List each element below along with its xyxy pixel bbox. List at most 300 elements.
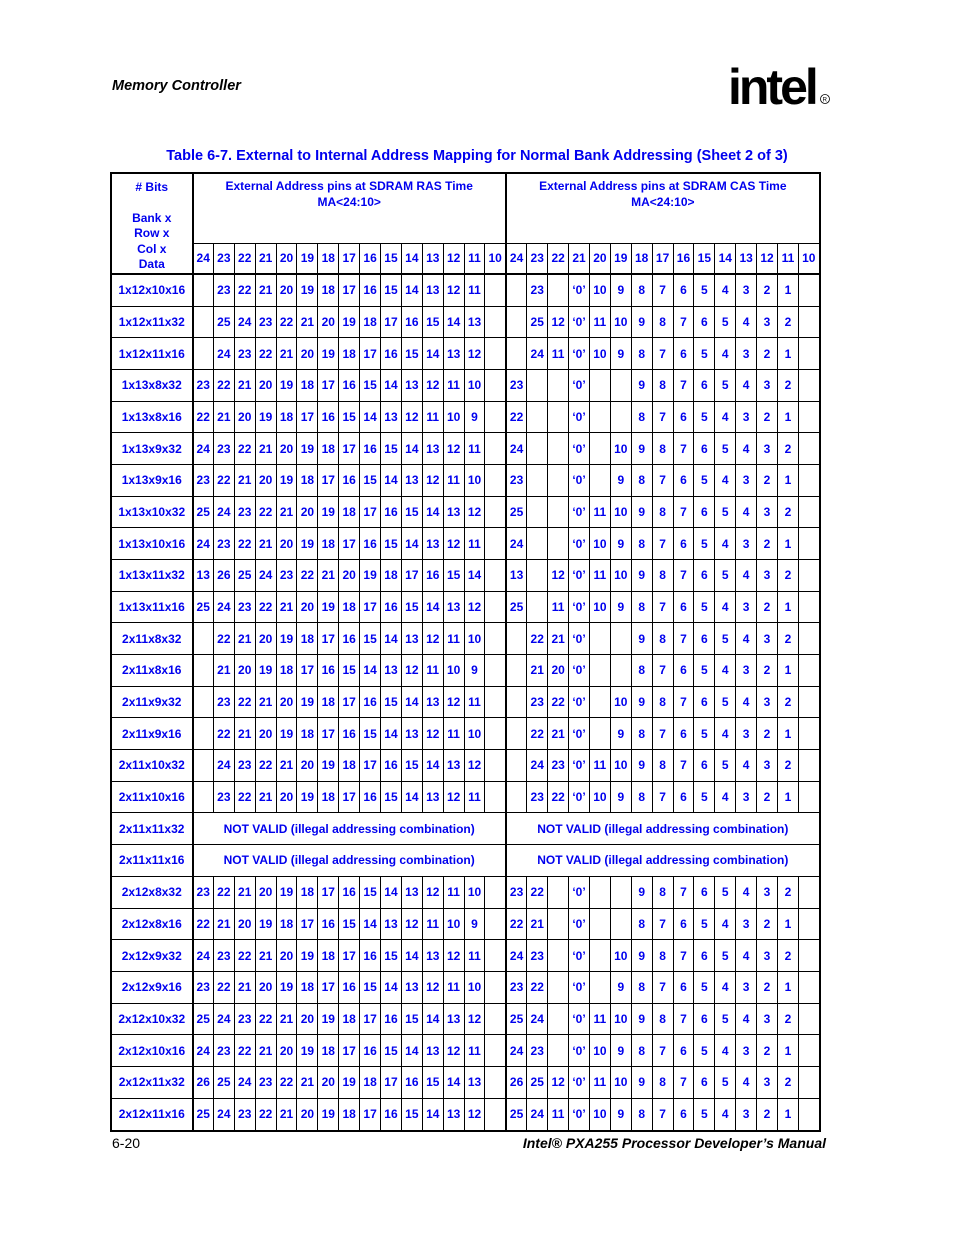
ras-cell: 20 <box>234 401 255 433</box>
cas-cell: 6 <box>694 306 715 338</box>
ras-cell: 16 <box>339 623 360 655</box>
ras-cell: 19 <box>318 496 339 528</box>
ras-cell: 12 <box>422 623 443 655</box>
config-name: 2x11x8x16 <box>112 655 193 687</box>
cas-cell: 5 <box>694 1035 715 1067</box>
cas-cell <box>798 718 819 750</box>
cas-cell: 8 <box>652 1003 673 1035</box>
table-row <box>112 845 820 877</box>
ras-cell: 17 <box>318 465 339 497</box>
cas-not-valid: NOT VALID (illegal addressing combination) <box>506 845 819 877</box>
ras-cell: 20 <box>255 971 276 1003</box>
ras-cell: 23 <box>213 781 234 813</box>
cas-cell <box>798 623 819 655</box>
ras-cell: 18 <box>318 528 339 560</box>
cas-cell: 24 <box>527 338 548 370</box>
ras-cell: 11 <box>464 528 485 560</box>
cas-cell <box>548 496 569 528</box>
ras-cell: 13 <box>422 686 443 718</box>
ras-pin-17: 17 <box>339 244 360 274</box>
ras-cell: 21 <box>297 306 318 338</box>
ras-cell: 25 <box>213 1066 234 1098</box>
ras-cell: 19 <box>318 338 339 370</box>
cas-cell: 4 <box>736 560 757 592</box>
ras-cell: 21 <box>213 908 234 940</box>
ras-cell: 23 <box>234 338 255 370</box>
cas-cell: 4 <box>715 718 736 750</box>
ras-cell: 24 <box>193 1035 214 1067</box>
ras-cell: 22 <box>276 306 297 338</box>
ras-cell: 17 <box>339 781 360 813</box>
cas-cell <box>589 465 610 497</box>
ras-cell: 13 <box>443 750 464 782</box>
table-row <box>112 623 820 655</box>
table-row <box>112 655 820 687</box>
cas-cell: ‘0’ <box>569 940 590 972</box>
table-row <box>112 401 820 433</box>
ras-pin-15: 15 <box>381 244 402 274</box>
cas-cell: 3 <box>757 876 778 908</box>
cas-cell: 9 <box>610 338 631 370</box>
ras-cell: 18 <box>360 1066 381 1098</box>
ras-cell: 11 <box>443 370 464 402</box>
ras-cell: 22 <box>276 1066 297 1098</box>
ras-cell: 15 <box>401 338 422 370</box>
cas-cell: 8 <box>631 274 652 307</box>
cas-cell: 1 <box>777 591 798 623</box>
ras-cell: 16 <box>381 591 402 623</box>
ras-cell: 14 <box>381 370 402 402</box>
cas-cell: 2 <box>757 1035 778 1067</box>
ras-cell: 23 <box>255 1066 276 1098</box>
cas-cell: 3 <box>757 940 778 972</box>
ras-cell: 24 <box>234 306 255 338</box>
ras-cell: 20 <box>255 465 276 497</box>
ras-cell: 16 <box>360 274 381 307</box>
cas-cell: 10 <box>610 1066 631 1098</box>
ras-cell: 19 <box>276 465 297 497</box>
cas-cell: 7 <box>652 655 673 687</box>
cas-cell <box>798 1066 819 1098</box>
cas-cell: 12 <box>548 1066 569 1098</box>
ras-pin-14: 14 <box>401 244 422 274</box>
cas-cell <box>527 560 548 592</box>
cas-cell: 11 <box>589 1003 610 1035</box>
ras-cell: 20 <box>234 655 255 687</box>
ras-cell: 20 <box>276 781 297 813</box>
cas-cell: 4 <box>736 750 757 782</box>
cas-pin-17: 17 <box>652 244 673 274</box>
cas-cell: 7 <box>652 1035 673 1067</box>
cas-cell: 10 <box>589 338 610 370</box>
ras-cell: 15 <box>422 306 443 338</box>
cas-cell <box>798 465 819 497</box>
table-title: Table 6-7. External to Internal Address Mapping for Normal Bank Addressing (Sheet 2 of 3) <box>166 148 788 164</box>
ras-cell: 17 <box>297 401 318 433</box>
ras-cell: 12 <box>422 370 443 402</box>
ras-cell: 14 <box>422 1098 443 1130</box>
ras-cell: 25 <box>193 591 214 623</box>
cas-cell: 3 <box>757 370 778 402</box>
ras-cell <box>485 401 506 433</box>
cas-cell: 6 <box>673 274 694 307</box>
ras-cell: 22 <box>255 1003 276 1035</box>
ras-cell: 19 <box>276 370 297 402</box>
cas-cell: 9 <box>631 686 652 718</box>
ras-cell: 17 <box>339 528 360 560</box>
cas-cell: 9 <box>610 718 631 750</box>
cas-cell: 5 <box>715 686 736 718</box>
cas-cell: 9 <box>631 306 652 338</box>
ras-cell: 21 <box>276 591 297 623</box>
cas-cell: 2 <box>777 306 798 338</box>
cas-cell: 5 <box>715 940 736 972</box>
cas-cell: 9 <box>610 465 631 497</box>
ras-cell: 25 <box>193 496 214 528</box>
cas-cell: 4 <box>736 370 757 402</box>
ras-cell: 19 <box>318 1003 339 1035</box>
config-name: 2x12x9x16 <box>112 971 193 1003</box>
cas-cell: 8 <box>631 338 652 370</box>
cas-cell <box>589 401 610 433</box>
ras-cell: 20 <box>276 274 297 307</box>
ras-cell: 11 <box>464 781 485 813</box>
ras-cell: 12 <box>401 908 422 940</box>
ras-cell: 14 <box>422 1003 443 1035</box>
table-row <box>112 750 820 782</box>
ras-group-header <box>193 174 506 244</box>
ras-cell: 18 <box>339 591 360 623</box>
ras-cell <box>193 655 214 687</box>
cas-cell: 22 <box>548 781 569 813</box>
cas-cell: 2 <box>757 401 778 433</box>
cas-cell: 2 <box>777 1003 798 1035</box>
cas-cell: 7 <box>673 370 694 402</box>
cas-cell <box>548 971 569 1003</box>
ras-cell: 17 <box>339 274 360 307</box>
cas-cell: 5 <box>694 971 715 1003</box>
cas-cell: 4 <box>736 1066 757 1098</box>
ras-cell: 16 <box>360 433 381 465</box>
cas-cell: 9 <box>631 370 652 402</box>
ras-cell: 22 <box>234 274 255 307</box>
cas-cell: 7 <box>652 718 673 750</box>
config-name: 2x12x8x16 <box>112 908 193 940</box>
cas-cell: 9 <box>610 781 631 813</box>
cas-cell: 22 <box>527 971 548 1003</box>
cas-cell: 6 <box>673 908 694 940</box>
cas-cell: 3 <box>736 1035 757 1067</box>
cas-cell <box>506 781 527 813</box>
ras-cell: 13 <box>443 338 464 370</box>
ras-cell: 17 <box>318 718 339 750</box>
ras-cell: 18 <box>318 1035 339 1067</box>
cas-cell: 6 <box>694 876 715 908</box>
ras-cell: 20 <box>255 623 276 655</box>
cas-cell: 2 <box>757 1098 778 1130</box>
ras-cell: 15 <box>339 401 360 433</box>
ras-cell: 17 <box>381 1066 402 1098</box>
cas-cell: 9 <box>631 940 652 972</box>
ras-cell: 23 <box>193 876 214 908</box>
cas-pin-12: 12 <box>757 244 778 274</box>
cas-cell: 4 <box>715 655 736 687</box>
cas-cell <box>527 433 548 465</box>
ras-cell: 24 <box>255 560 276 592</box>
table-row <box>112 433 820 465</box>
ras-cell: 11 <box>464 433 485 465</box>
ras-cell <box>485 1003 506 1035</box>
ras-cell <box>485 781 506 813</box>
cas-cell: 2 <box>777 370 798 402</box>
ras-cell: 14 <box>401 433 422 465</box>
cas-cell: 6 <box>694 1003 715 1035</box>
cas-cell: 2 <box>757 971 778 1003</box>
ras-cell <box>485 971 506 1003</box>
table-row <box>112 813 820 845</box>
ras-cell: 14 <box>401 528 422 560</box>
cas-cell: 5 <box>715 433 736 465</box>
ras-cell: 17 <box>360 750 381 782</box>
ras-cell: 16 <box>381 496 402 528</box>
ras-cell: 14 <box>381 718 402 750</box>
cas-cell: 2 <box>757 655 778 687</box>
cas-cell: 24 <box>506 433 527 465</box>
cas-cell: 6 <box>694 750 715 782</box>
ras-pin-22: 22 <box>234 244 255 274</box>
ras-cell: 18 <box>318 274 339 307</box>
cas-cell <box>548 401 569 433</box>
ras-cell <box>193 686 214 718</box>
cas-cell: 4 <box>736 306 757 338</box>
cas-cell: 9 <box>631 623 652 655</box>
cas-cell: 10 <box>589 591 610 623</box>
ras-cell: 23 <box>213 686 234 718</box>
cas-cell: 6 <box>673 781 694 813</box>
cas-cell <box>527 465 548 497</box>
ras-cell: 16 <box>339 718 360 750</box>
ras-cell: 14 <box>422 496 443 528</box>
cas-cell: 4 <box>736 496 757 528</box>
cas-cell: 4 <box>736 1003 757 1035</box>
ras-cell: 15 <box>339 655 360 687</box>
bits-column-header <box>112 174 193 274</box>
ras-cell: 24 <box>193 528 214 560</box>
cas-cell: 6 <box>694 623 715 655</box>
cas-cell: 7 <box>673 560 694 592</box>
ras-pin-10: 10 <box>485 244 506 274</box>
cas-cell: 7 <box>673 433 694 465</box>
cas-cell <box>798 876 819 908</box>
ras-cell: 22 <box>234 433 255 465</box>
ras-pin-20: 20 <box>276 244 297 274</box>
cas-cell: 8 <box>631 718 652 750</box>
cas-cell: ‘0’ <box>569 591 590 623</box>
ras-cell: 12 <box>464 750 485 782</box>
cas-cell <box>798 306 819 338</box>
ras-cell: 12 <box>464 1098 485 1130</box>
cas-cell: 2 <box>777 876 798 908</box>
cas-cell: 9 <box>610 528 631 560</box>
config-name: 2x11x10x16 <box>112 781 193 813</box>
ras-cell: 13 <box>401 623 422 655</box>
ras-cell: 13 <box>401 370 422 402</box>
ras-cell: 10 <box>443 401 464 433</box>
ras-cell: 16 <box>381 338 402 370</box>
config-name: 2x11x9x16 <box>112 718 193 750</box>
cas-cell: 4 <box>736 876 757 908</box>
cas-cell <box>548 876 569 908</box>
ras-not-valid: NOT VALID (illegal addressing combination) <box>193 813 506 845</box>
ras-cell: 19 <box>255 655 276 687</box>
cas-cell: ‘0’ <box>569 465 590 497</box>
ras-cell: 23 <box>255 306 276 338</box>
cas-cell: 2 <box>757 338 778 370</box>
ras-cell: 15 <box>381 1035 402 1067</box>
cas-cell: 11 <box>589 750 610 782</box>
cas-cell <box>589 370 610 402</box>
cas-pin-20: 20 <box>589 244 610 274</box>
cas-cell: 9 <box>631 433 652 465</box>
cas-cell <box>548 528 569 560</box>
cas-cell: 3 <box>736 274 757 307</box>
config-name: 1x12x11x32 <box>112 306 193 338</box>
cas-cell: 7 <box>673 1066 694 1098</box>
cas-cell: 2 <box>777 686 798 718</box>
ras-cell: 18 <box>339 1003 360 1035</box>
ras-cell <box>485 306 506 338</box>
cas-cell: 4 <box>715 338 736 370</box>
cas-cell: 6 <box>694 560 715 592</box>
cas-cell: 9 <box>631 750 652 782</box>
cas-cell: 6 <box>673 718 694 750</box>
ras-cell: 9 <box>464 401 485 433</box>
ras-cell: 13 <box>422 1035 443 1067</box>
cas-cell: 2 <box>757 781 778 813</box>
ras-cell <box>485 908 506 940</box>
cas-cell: 23 <box>548 750 569 782</box>
cas-cell: 3 <box>757 433 778 465</box>
cas-cell <box>506 686 527 718</box>
cas-pin-24: 24 <box>506 244 527 274</box>
cas-cell <box>798 528 819 560</box>
cas-cell: 11 <box>548 1098 569 1130</box>
ras-cell: 11 <box>422 908 443 940</box>
cas-cell <box>798 370 819 402</box>
cas-cell <box>589 971 610 1003</box>
ras-cell: 13 <box>381 908 402 940</box>
ras-cell: 16 <box>360 528 381 560</box>
cas-cell: 25 <box>506 591 527 623</box>
ras-cell <box>485 465 506 497</box>
cas-cell: 10 <box>589 781 610 813</box>
cas-cell: 9 <box>610 591 631 623</box>
cas-cell: 8 <box>652 686 673 718</box>
ras-cell: 21 <box>255 433 276 465</box>
cas-cell: 9 <box>631 560 652 592</box>
cas-cell: 9 <box>631 1066 652 1098</box>
ras-cell: 10 <box>464 718 485 750</box>
cas-cell: ‘0’ <box>569 686 590 718</box>
ras-cell: 14 <box>464 560 485 592</box>
table-row <box>112 560 820 592</box>
cas-cell: 1 <box>777 1035 798 1067</box>
ras-cell: 19 <box>339 1066 360 1098</box>
cas-cell: 22 <box>527 623 548 655</box>
bits-header-line: # Bits <box>135 180 169 194</box>
ras-cell: 14 <box>381 465 402 497</box>
ras-cell: 19 <box>318 750 339 782</box>
table-row <box>112 1066 820 1098</box>
ras-pin-21: 21 <box>255 244 276 274</box>
cas-cell <box>798 591 819 623</box>
ras-cell: 11 <box>443 876 464 908</box>
ras-cell: 18 <box>381 560 402 592</box>
ras-cell: 14 <box>443 306 464 338</box>
cas-cell: 6 <box>673 655 694 687</box>
ras-cell: 16 <box>318 401 339 433</box>
cas-cell: 10 <box>589 528 610 560</box>
ras-cell: 13 <box>422 781 443 813</box>
ras-cell: 16 <box>360 940 381 972</box>
section-title: Memory Controller <box>112 78 241 94</box>
ras-cell: 19 <box>297 274 318 307</box>
page-number: 6-20 <box>112 1135 141 1151</box>
cas-pin-18: 18 <box>631 244 652 274</box>
cas-cell: 2 <box>777 750 798 782</box>
cas-cell <box>527 401 548 433</box>
ras-cell: 22 <box>213 971 234 1003</box>
ras-cell: 21 <box>276 1003 297 1035</box>
table-row <box>112 876 820 908</box>
ras-cell: 20 <box>276 1035 297 1067</box>
ras-cell: 20 <box>255 370 276 402</box>
ras-cell: 18 <box>318 781 339 813</box>
cas-cell <box>798 274 819 307</box>
cas-cell: 5 <box>694 401 715 433</box>
ras-cell: 21 <box>234 465 255 497</box>
cas-cell <box>798 401 819 433</box>
ras-cell: 19 <box>318 1098 339 1130</box>
cas-cell: 24 <box>527 1098 548 1130</box>
cas-cell <box>798 1003 819 1035</box>
config-name: 2x12x11x16 <box>112 1098 193 1130</box>
cas-cell: 26 <box>506 1066 527 1098</box>
cas-cell <box>798 908 819 940</box>
ras-cell: 17 <box>339 940 360 972</box>
ras-cell: 16 <box>360 781 381 813</box>
ras-cell: 16 <box>401 306 422 338</box>
cas-cell <box>506 655 527 687</box>
ras-cell <box>485 496 506 528</box>
cas-cell <box>610 623 631 655</box>
ras-cell: 15 <box>381 528 402 560</box>
ras-cell: 13 <box>464 306 485 338</box>
cas-pin-23: 23 <box>527 244 548 274</box>
bits-header-line: Row x <box>134 226 170 240</box>
ras-cell: 14 <box>443 1066 464 1098</box>
ras-cell: 17 <box>297 908 318 940</box>
ras-cell: 15 <box>422 1066 443 1098</box>
ras-cell: 24 <box>193 433 214 465</box>
cas-cell <box>506 274 527 307</box>
cas-cell: 9 <box>631 876 652 908</box>
ras-cell: 22 <box>213 370 234 402</box>
ras-cell: 13 <box>381 401 402 433</box>
ras-cell: 21 <box>255 1035 276 1067</box>
ras-cell: 16 <box>422 560 443 592</box>
ras-cell: 9 <box>464 908 485 940</box>
